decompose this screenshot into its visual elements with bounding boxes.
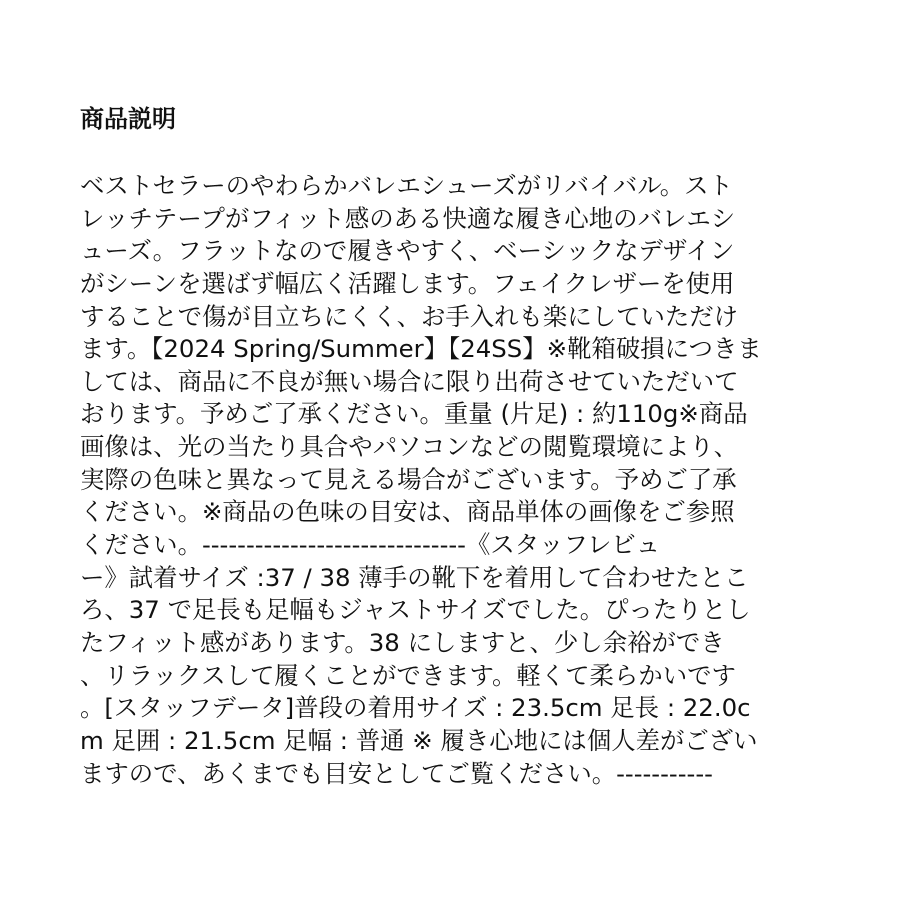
description-line: しては、商品に不良が無い場合に限り出荷させていただいて [80,366,739,396]
description-line: がシーンを選ばず幅広く活躍します。フェイクレザーを使用 [80,268,735,298]
description-line: ー》試着サイズ :37 / 38 薄手の靴下を着用して合わせたとこ [80,562,749,592]
description-line: ます。【2024 Spring/Summer】【24SS】※靴箱破損につきま [80,334,762,364]
description-line: レッチテープがフィット感のある快適な履き心地のバレエシ [80,203,736,233]
description-line: ろ、37 で足長も足幅もジャストサイズでした。ぴったりとし [80,595,751,625]
description-line: たフィット感があります。38 にしますと、少し余裕ができ [80,627,725,657]
description-line: ください。※商品の色味の目安は、商品単体の画像をご参照 [80,497,735,527]
description-line: ベストセラーのやわらかバレエシューズがリバイバル。スト [80,171,733,200]
description-line: m 足囲 : 21.5cm 足幅 : 普通 ※ 履き心地には個人差がござい [80,725,758,755]
section-heading: 商品説明 [80,105,176,133]
description-line: 画像は、光の当たり具合やパソコンなどの閲覧環境により、 [80,432,739,462]
description-body [80,170,840,790]
description-line: ューズ。フラットなので履きやすく、ベーシックなデザイン [80,236,735,266]
description-line: ください。------------------------------《スタッフレビュ [80,530,661,560]
description-line: 実際の色味と異なって見える場合がございます。予めご了承 [80,464,737,494]
description-line: おります。予めご了承ください。重量 (片足) : 約110g※商品 [80,399,748,429]
description-line: 、リラックスして履くことができます。軽くて柔らかいです [80,660,736,690]
description-line: 。[スタッフデータ]普段の着用サイズ : 23.5cm 足長 : 22.0c [80,693,751,723]
description-line: することで傷が目立ちにくく、お手入れも楽にしていただけ [80,301,739,331]
description-line: ますので、あくまでも目安としてご覧ください。----------- [80,758,713,788]
